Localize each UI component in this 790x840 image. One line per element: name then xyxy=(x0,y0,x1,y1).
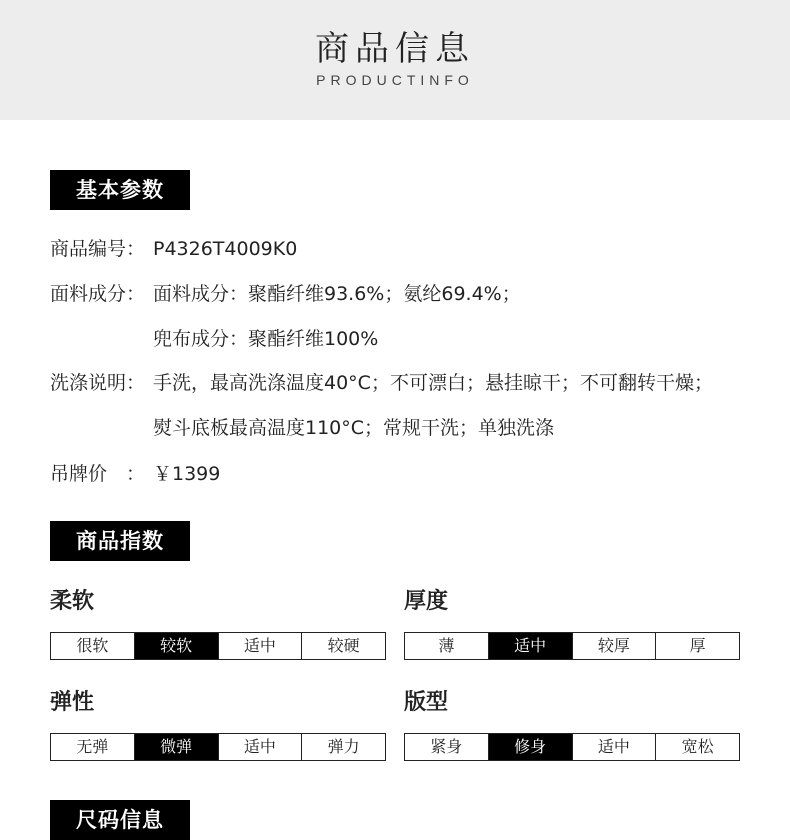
index-title-softness: 柔软 xyxy=(50,589,95,614)
wash-label: 洗涤说明： xyxy=(50,372,146,394)
softness-option: 适中 xyxy=(219,633,303,659)
fit-option: 修身 xyxy=(489,734,573,760)
product-code-label: 商品编号： xyxy=(50,238,146,260)
thickness-option: 厚 xyxy=(689,636,706,655)
thickness-option: 较厚 xyxy=(573,633,657,659)
page-subtitle: PRODUCTINFO xyxy=(316,72,474,88)
softness-option: 较硬 xyxy=(327,636,360,655)
page-title: 商品信息 xyxy=(315,29,475,69)
section-tag-index: 商品指数 xyxy=(50,521,190,561)
elasticity-option: 适中 xyxy=(219,734,303,760)
index-title-thickness: 厚度 xyxy=(404,589,449,614)
wash-line-1: 手洗，最高洗涤温度40°C；不可漂白；悬挂晾干；不可翻转干燥； xyxy=(153,372,713,394)
elasticity-option: 无弹 xyxy=(51,734,135,760)
fabric-line-1: 面料成分：聚酯纤维93.6%；氨纶69.4%； xyxy=(153,283,521,305)
softness-option: 较软 xyxy=(135,633,219,659)
elasticity-option: 微弹 xyxy=(135,734,219,760)
thickness-scale xyxy=(404,632,740,660)
index-title-fit: 版型 xyxy=(404,690,449,715)
page-header xyxy=(0,0,790,120)
fabric-label: 面料成分： xyxy=(50,283,146,305)
fit-option: 宽松 xyxy=(681,737,714,756)
fit-scale xyxy=(404,733,740,761)
softness-option: 很软 xyxy=(51,633,135,659)
thickness-option: 适中 xyxy=(489,633,573,659)
elasticity-scale xyxy=(50,733,386,761)
section-tag-size: 尺码信息 xyxy=(50,800,190,840)
index-title-elasticity: 弹性 xyxy=(50,690,95,715)
section-tag-basic: 基本参数 xyxy=(50,170,190,210)
product-code-value: P4326T4009K0 xyxy=(153,238,298,260)
thickness-option: 薄 xyxy=(405,633,489,659)
price-label: 吊牌价 ： xyxy=(50,463,146,485)
fit-option: 适中 xyxy=(573,734,657,760)
fit-option: 紧身 xyxy=(405,734,489,760)
price-value: ￥1399 xyxy=(153,463,221,485)
softness-scale xyxy=(50,632,386,660)
fabric-line-2: 兜布成分：聚酯纤维100% xyxy=(153,328,379,350)
wash-line-2: 熨斗底板最高温度110°C；常规干洗；单独洗涤 xyxy=(153,417,555,439)
elasticity-option: 弹力 xyxy=(327,737,360,756)
